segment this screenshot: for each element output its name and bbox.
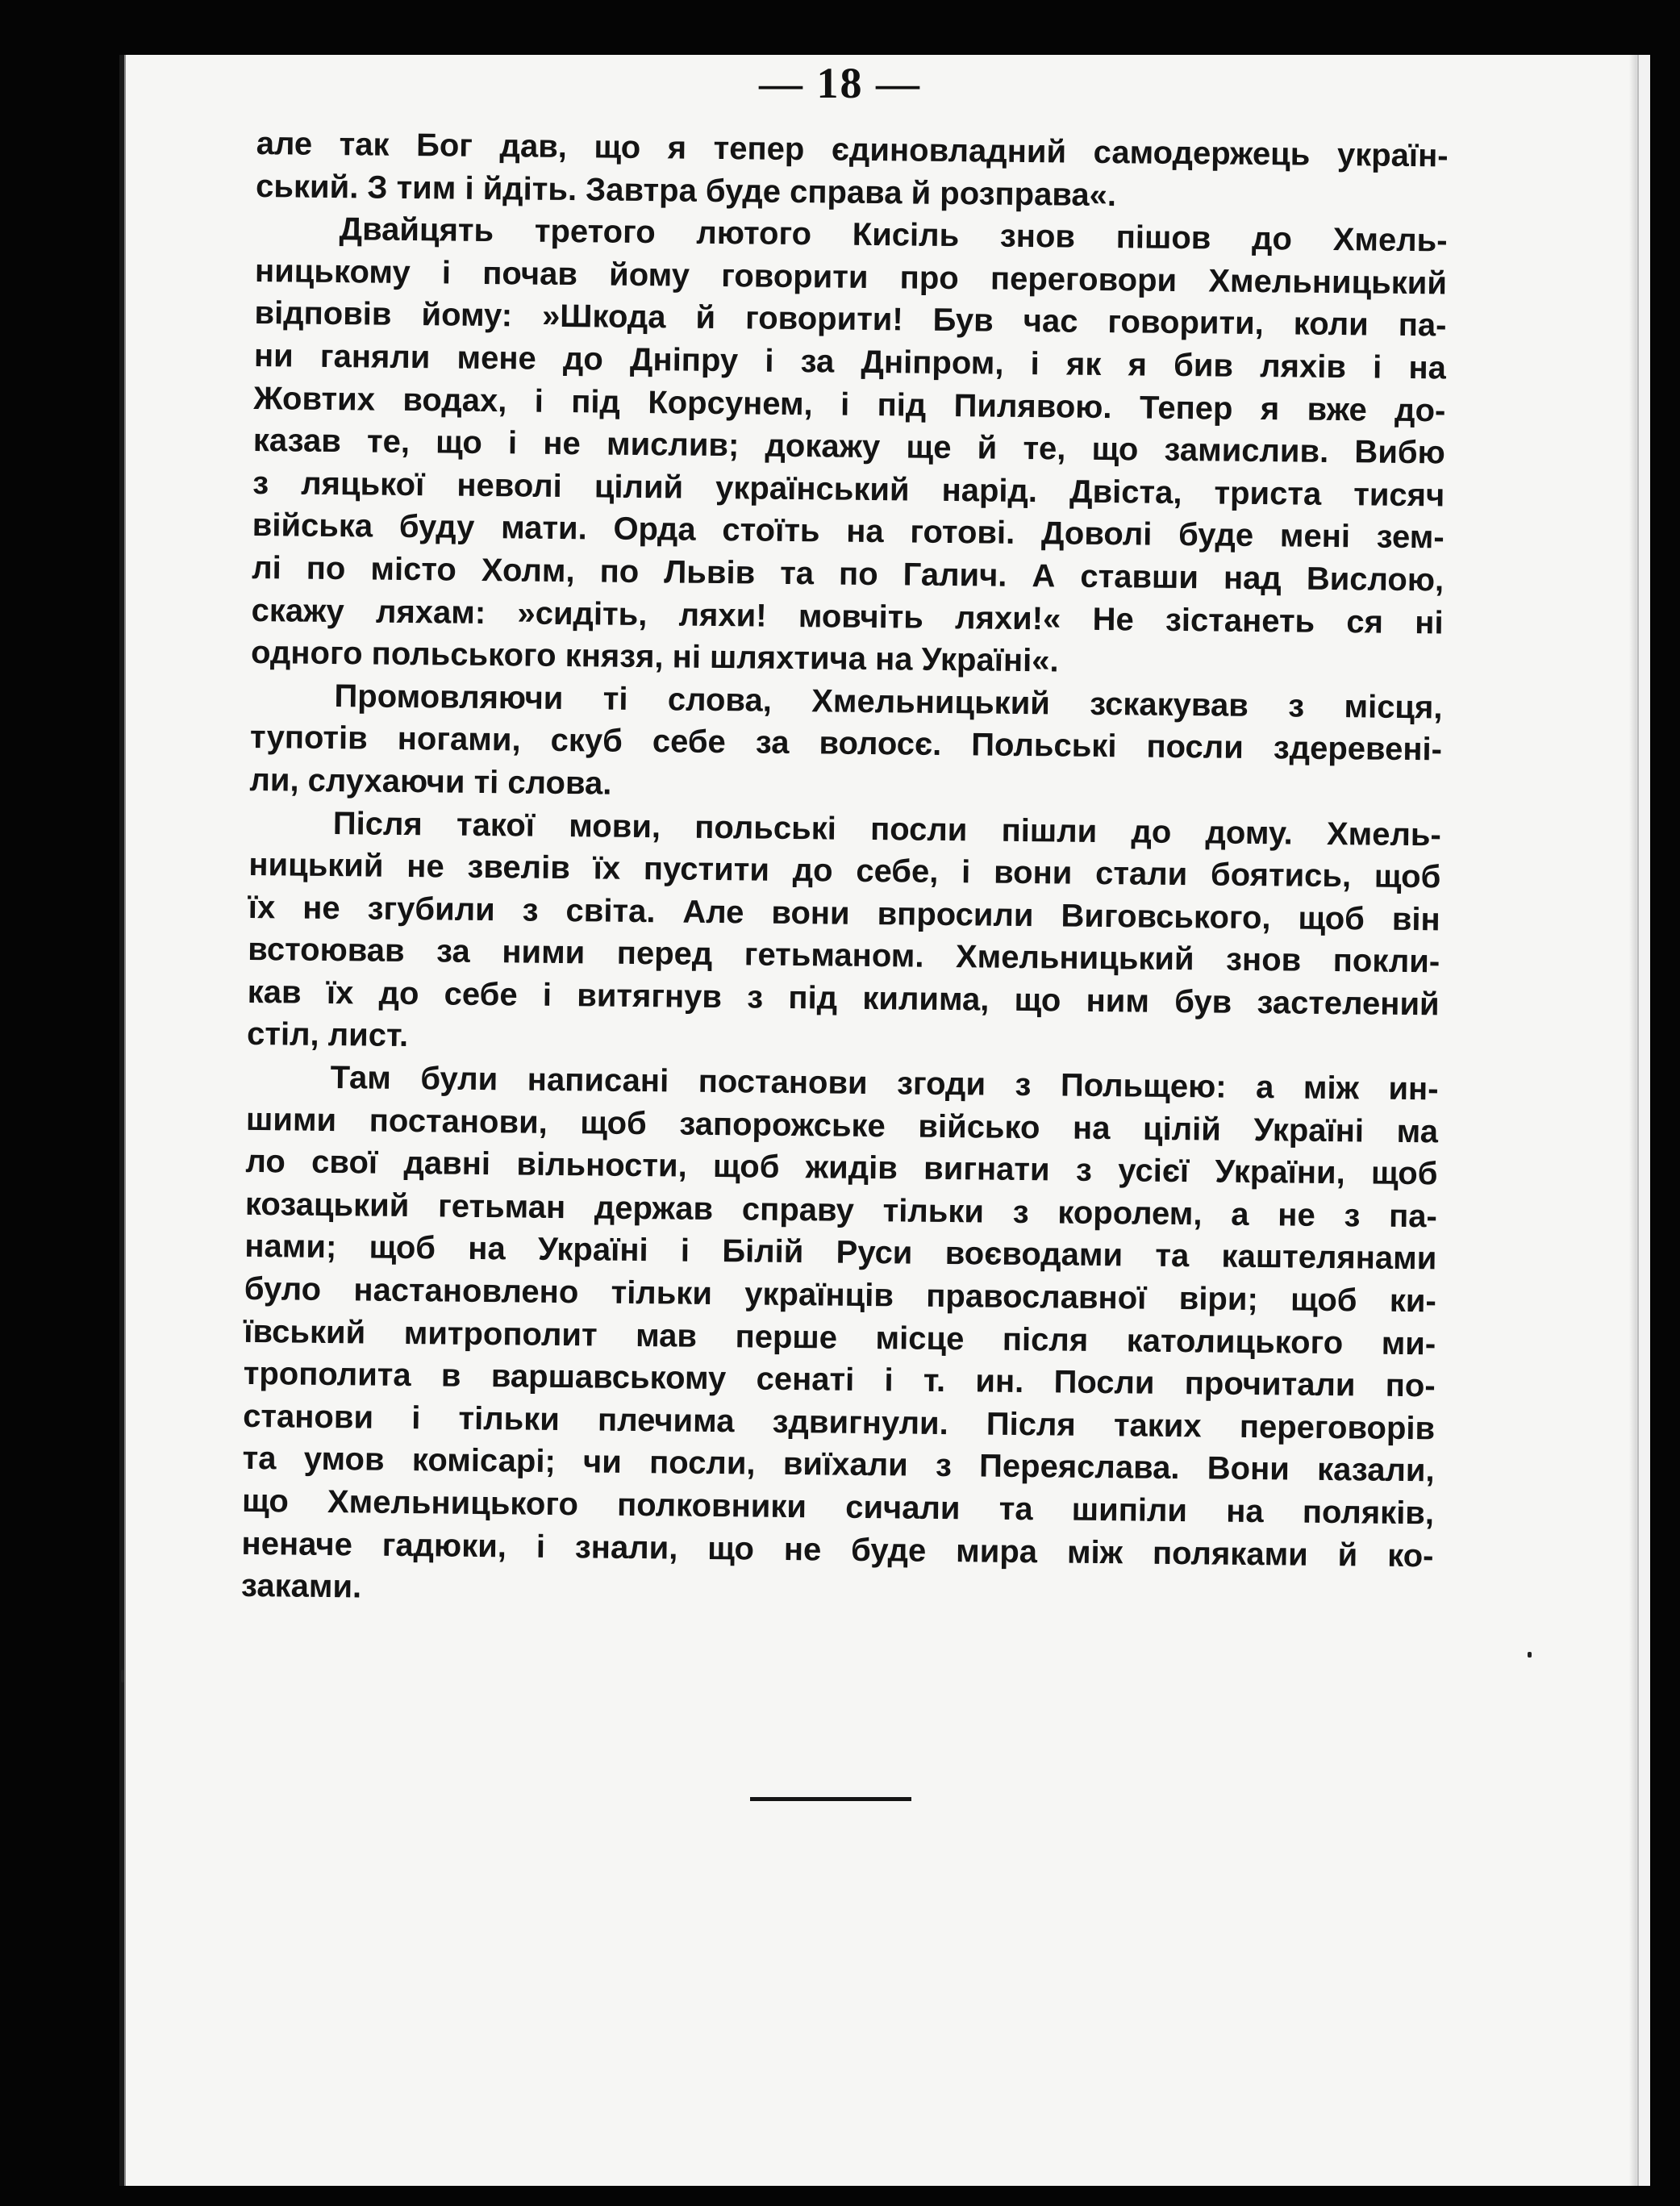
text-line: казав те, що і не мислив; докажу ще й те, що замислив. Вибю bbox=[252, 423, 1446, 471]
text-line: ницький не звелів їх пустити до себе, і вони стали боятись, щоб bbox=[248, 847, 1441, 895]
text-line: тупотів ногами, скуб себе за волосє. Польські посли здеревені- bbox=[249, 719, 1443, 768]
text-line: Після такої мови, польські посли пішли до дому. Хмель- bbox=[332, 805, 1442, 853]
text-line: Там були написані постанови згоди з Польщею: а між ин- bbox=[330, 1060, 1439, 1107]
scan-speck bbox=[1528, 1652, 1532, 1658]
text-line: встоював за ними перед гетьманом. Хмельницький знов покли- bbox=[248, 932, 1440, 980]
next-page-edge bbox=[1637, 55, 1650, 2186]
text-line: ївський митрополит мав перше місце після католицького ми- bbox=[244, 1313, 1436, 1362]
text-line: Жовтих водах, і під Корсунем, і під Пилявою. Тепер я вже до- bbox=[253, 380, 1446, 429]
text-line: кав їх до себе і витягнув з під килима, що ним був застелений bbox=[247, 974, 1440, 1023]
text-line: скажу ляхам: »сидіть, ляхи! мовчіть ляхи!« Не зістанеть ся ні bbox=[251, 592, 1444, 640]
page-number: — 18 — bbox=[759, 59, 921, 107]
text-line: та умов комісарі; чи посли, виїхали з Переяслава. Вони казали, bbox=[242, 1441, 1435, 1489]
text-line: ни ганяли мене до Дніпру і за Дніпром, і як я бив ляхів і на bbox=[253, 337, 1447, 386]
text-line: шими постанови, щоб запорожське військо на цілій Україні ма bbox=[245, 1101, 1439, 1150]
end-rule bbox=[750, 1797, 911, 1801]
text-line: що Хмельницького полковники сичали та шипіли на поляків, bbox=[241, 1482, 1435, 1532]
text-line: станови і тільки плечима здвигнули. Після таких переговорів bbox=[242, 1398, 1436, 1447]
text-line: війська буду мати. Орда стоїть на готові. Доволі буде мені зем- bbox=[252, 507, 1444, 556]
text-line: ло свої давні вільности, щоб жидів вигнати з усієї України, щоб bbox=[245, 1144, 1438, 1192]
text-line: їх не згубили з світа. Але вони впросили Виговського, щоб він bbox=[248, 889, 1440, 938]
text-line: ський. З тим і йдіть. Завтра буде справа й розправа«. bbox=[255, 168, 1117, 213]
text-line: заками. bbox=[240, 1568, 362, 1605]
text-line: стіл, лист. bbox=[246, 1016, 409, 1054]
text-line: козацький гетьман держав справу тільки з королем, а не з па- bbox=[244, 1186, 1438, 1235]
body-text bbox=[241, 123, 1449, 1620]
text-line: але так Бог дав, що я тепер єдиновладний самодержець україн- bbox=[256, 125, 1449, 174]
text-line: Промовляючи ті слова, Хмельницький зскакував з місця, bbox=[334, 678, 1443, 726]
text-line: ли, слухаючи ті слова. bbox=[249, 761, 612, 802]
text-line: лі по місто Холм, по Львів та по Галич. А ставши над Вислою, bbox=[251, 549, 1444, 598]
text-line: з ляцької неволі цілий український нарід. Двіста, триста тисяч bbox=[252, 465, 1445, 514]
text-line: нами; щоб на Україні і Білій Руси воєводами та каштелянами bbox=[244, 1228, 1437, 1277]
text-line: відповів йому: »Шкода й говорити! Був час говорити, коли па- bbox=[254, 295, 1447, 344]
scan-speck bbox=[121, 1670, 124, 1683]
text-line: неначе гадюки, і знали, що не буде мира між поляками й ко- bbox=[241, 1525, 1434, 1574]
text-line: одного польського князя, ні шляхтича на Україні«. bbox=[250, 635, 1059, 679]
text-line: було настановлено тільки українців православної віри; щоб ки- bbox=[244, 1270, 1437, 1320]
text-line: Двайцять третого лютого Кисіль знов пішов до Хмель- bbox=[339, 211, 1448, 259]
text-line: ницькому і почав йому говорити про переговори Хмельницький bbox=[254, 252, 1448, 302]
text-line: трополита в варшавському сенаті і т. ин. Посли прочитали по- bbox=[243, 1356, 1436, 1404]
